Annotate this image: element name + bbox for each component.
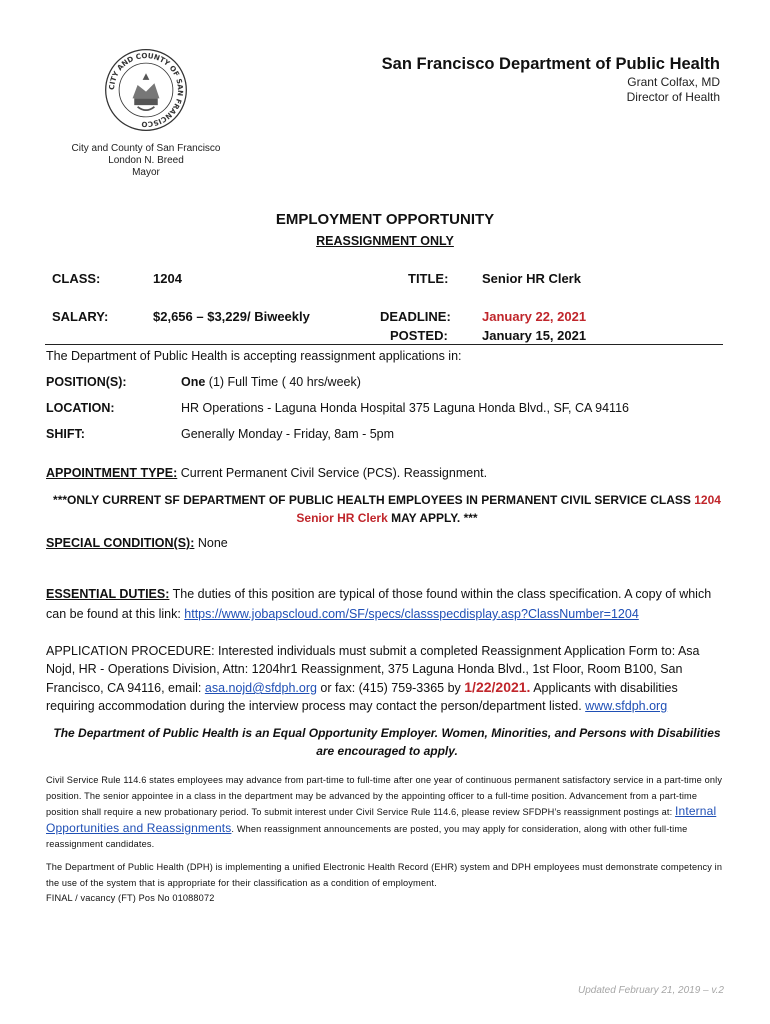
position-label: POSITION(S): <box>46 375 127 389</box>
mayor-title: Mayor <box>132 167 160 178</box>
location-value: HR Operations - Laguna Honda Hospital 375 Laguna Honda Blvd., SF, CA 94116 <box>181 401 629 415</box>
posted-value: January 15, 2021 <box>482 328 587 343</box>
eeo-statement: The Department of Public Health is an Equal Opportunity Employer. Women, Minorities, and Persons with Disabilities are encouraged to apply. <box>53 726 721 758</box>
civil-service-rule: Civil Service Rule 114.6 states employees may advance from part-time to full-time after one year of continuous permanent satisfactory service in a part-time only position. The senior appointee in a class in the department may be advanced by the appointing officer to a full-time position. Advancement from a part-time position shall require a new probationary period. To submit interest under Civil Service Rule 114.6, please review SFDPH’s reassignment postings at: Internal Opportunities and Reassignments. When reassignment announcements are posted, you may apply for consideration, along with other full-time reassignment candidates. <box>46 775 723 849</box>
position-value: One (1) Full Time ( 40 hrs/week) <box>181 375 361 389</box>
appointment-type: APPOINTMENT TYPE: Current Permanent Civil Service (PCS). Reassignment. <box>46 466 488 480</box>
class-label: CLASS: <box>52 271 101 286</box>
deadline-value: January 22, 2021 <box>482 309 587 324</box>
final-vacancy-line: FINAL / vacancy (FT) Pos No 01088072 <box>46 893 215 903</box>
director-title: Director of Health <box>626 90 720 104</box>
special-conditions: SPECIAL CONDITION(S): None <box>46 536 228 550</box>
director-name: Grant Colfax, MD <box>627 75 720 89</box>
email-link[interactable]: asa.nojd@sfdph.org <box>204 681 317 695</box>
class-value: 1204 <box>153 271 182 286</box>
title-label: TITLE: <box>408 271 449 286</box>
internal-opportunities-link[interactable]: Internal Opportunities and Reassignments <box>46 804 717 835</box>
document-title: EMPLOYMENT OPPORTUNITY <box>275 211 495 228</box>
posted-label: POSTED: <box>390 328 448 343</box>
shift-value: Generally Monday - Friday, 8am - 5pm <box>181 427 395 441</box>
shift-label: SHIFT: <box>46 427 85 441</box>
intro-text: The Department of Public Health is accepting reassignment applications in: <box>46 349 462 363</box>
class-spec-link[interactable]: https://www.jobapscloud.com/SF/specs/classspecdisplay.asp?ClassNumber=1204 <box>184 607 639 621</box>
org-title: San Francisco Department of Public Health <box>381 55 720 73</box>
section-divider <box>45 344 723 345</box>
city-line: City and County of San Francisco <box>71 143 221 154</box>
salary-value: $2,656 – $3,229/ Biweekly <box>153 309 310 324</box>
footer-updated: Updated February 21, 2019 – v.2 <box>577 985 724 996</box>
seal-text: CITY AND COUNTY OF SAN FRANCISCO <box>106 50 186 130</box>
eligibility-notice: ***ONLY CURRENT SF DEPARTMENT OF PUBLIC HEALTH EMPLOYEES IN PERMANENT CIVIL SERVICE CLASS 1204 Senior HR Clerk MAY APPLY. *** <box>53 493 721 525</box>
deadline-label: DEADLINE: <box>380 309 451 324</box>
ehr-note: The Department of Public Health (DPH) is implementing a unified Electronic Health Record (EHR) system and DPH employees must demonstrate competency in the use of the system that is appropriate for their classification as a condition of employment. <box>46 862 723 888</box>
document-subtitle: REASSIGNMENT ONLY <box>316 234 454 248</box>
mayor-name: London N. Breed <box>108 155 184 166</box>
title-value: Senior HR Clerk <box>482 271 581 286</box>
application-procedure: APPLICATION PROCEDURE: Interested individuals must submit a completed Reassignment Application Form to: Asa Nojd, HR - Operations Division, Attn: 1204hr1 Reassignment, 375 Laguna Honda Blvd., 1st Floor, Room B100, San Francisco, CA 94116, email: asa.nojd@sfdph.org or fax: (415) 759-3365 by 1/22/2021. Applicants with disabilities requiring accommodation during the interview process may contact the person/department listed. www.sfdph.org <box>46 644 700 713</box>
essential-duties: ESSENTIAL DUTIES: The duties of this position are typical of those found within the class specification. A copy of which can be found at this link: https://www.jobapscloud.com/SF/specs/classspecdisplay.asp?ClassNumber=1204 <box>46 587 712 621</box>
city-seal-logo <box>104 48 188 132</box>
website-link[interactable]: www.sfdph.org <box>585 699 668 713</box>
location-label: LOCATION: <box>46 401 115 415</box>
salary-label: SALARY: <box>52 309 109 324</box>
